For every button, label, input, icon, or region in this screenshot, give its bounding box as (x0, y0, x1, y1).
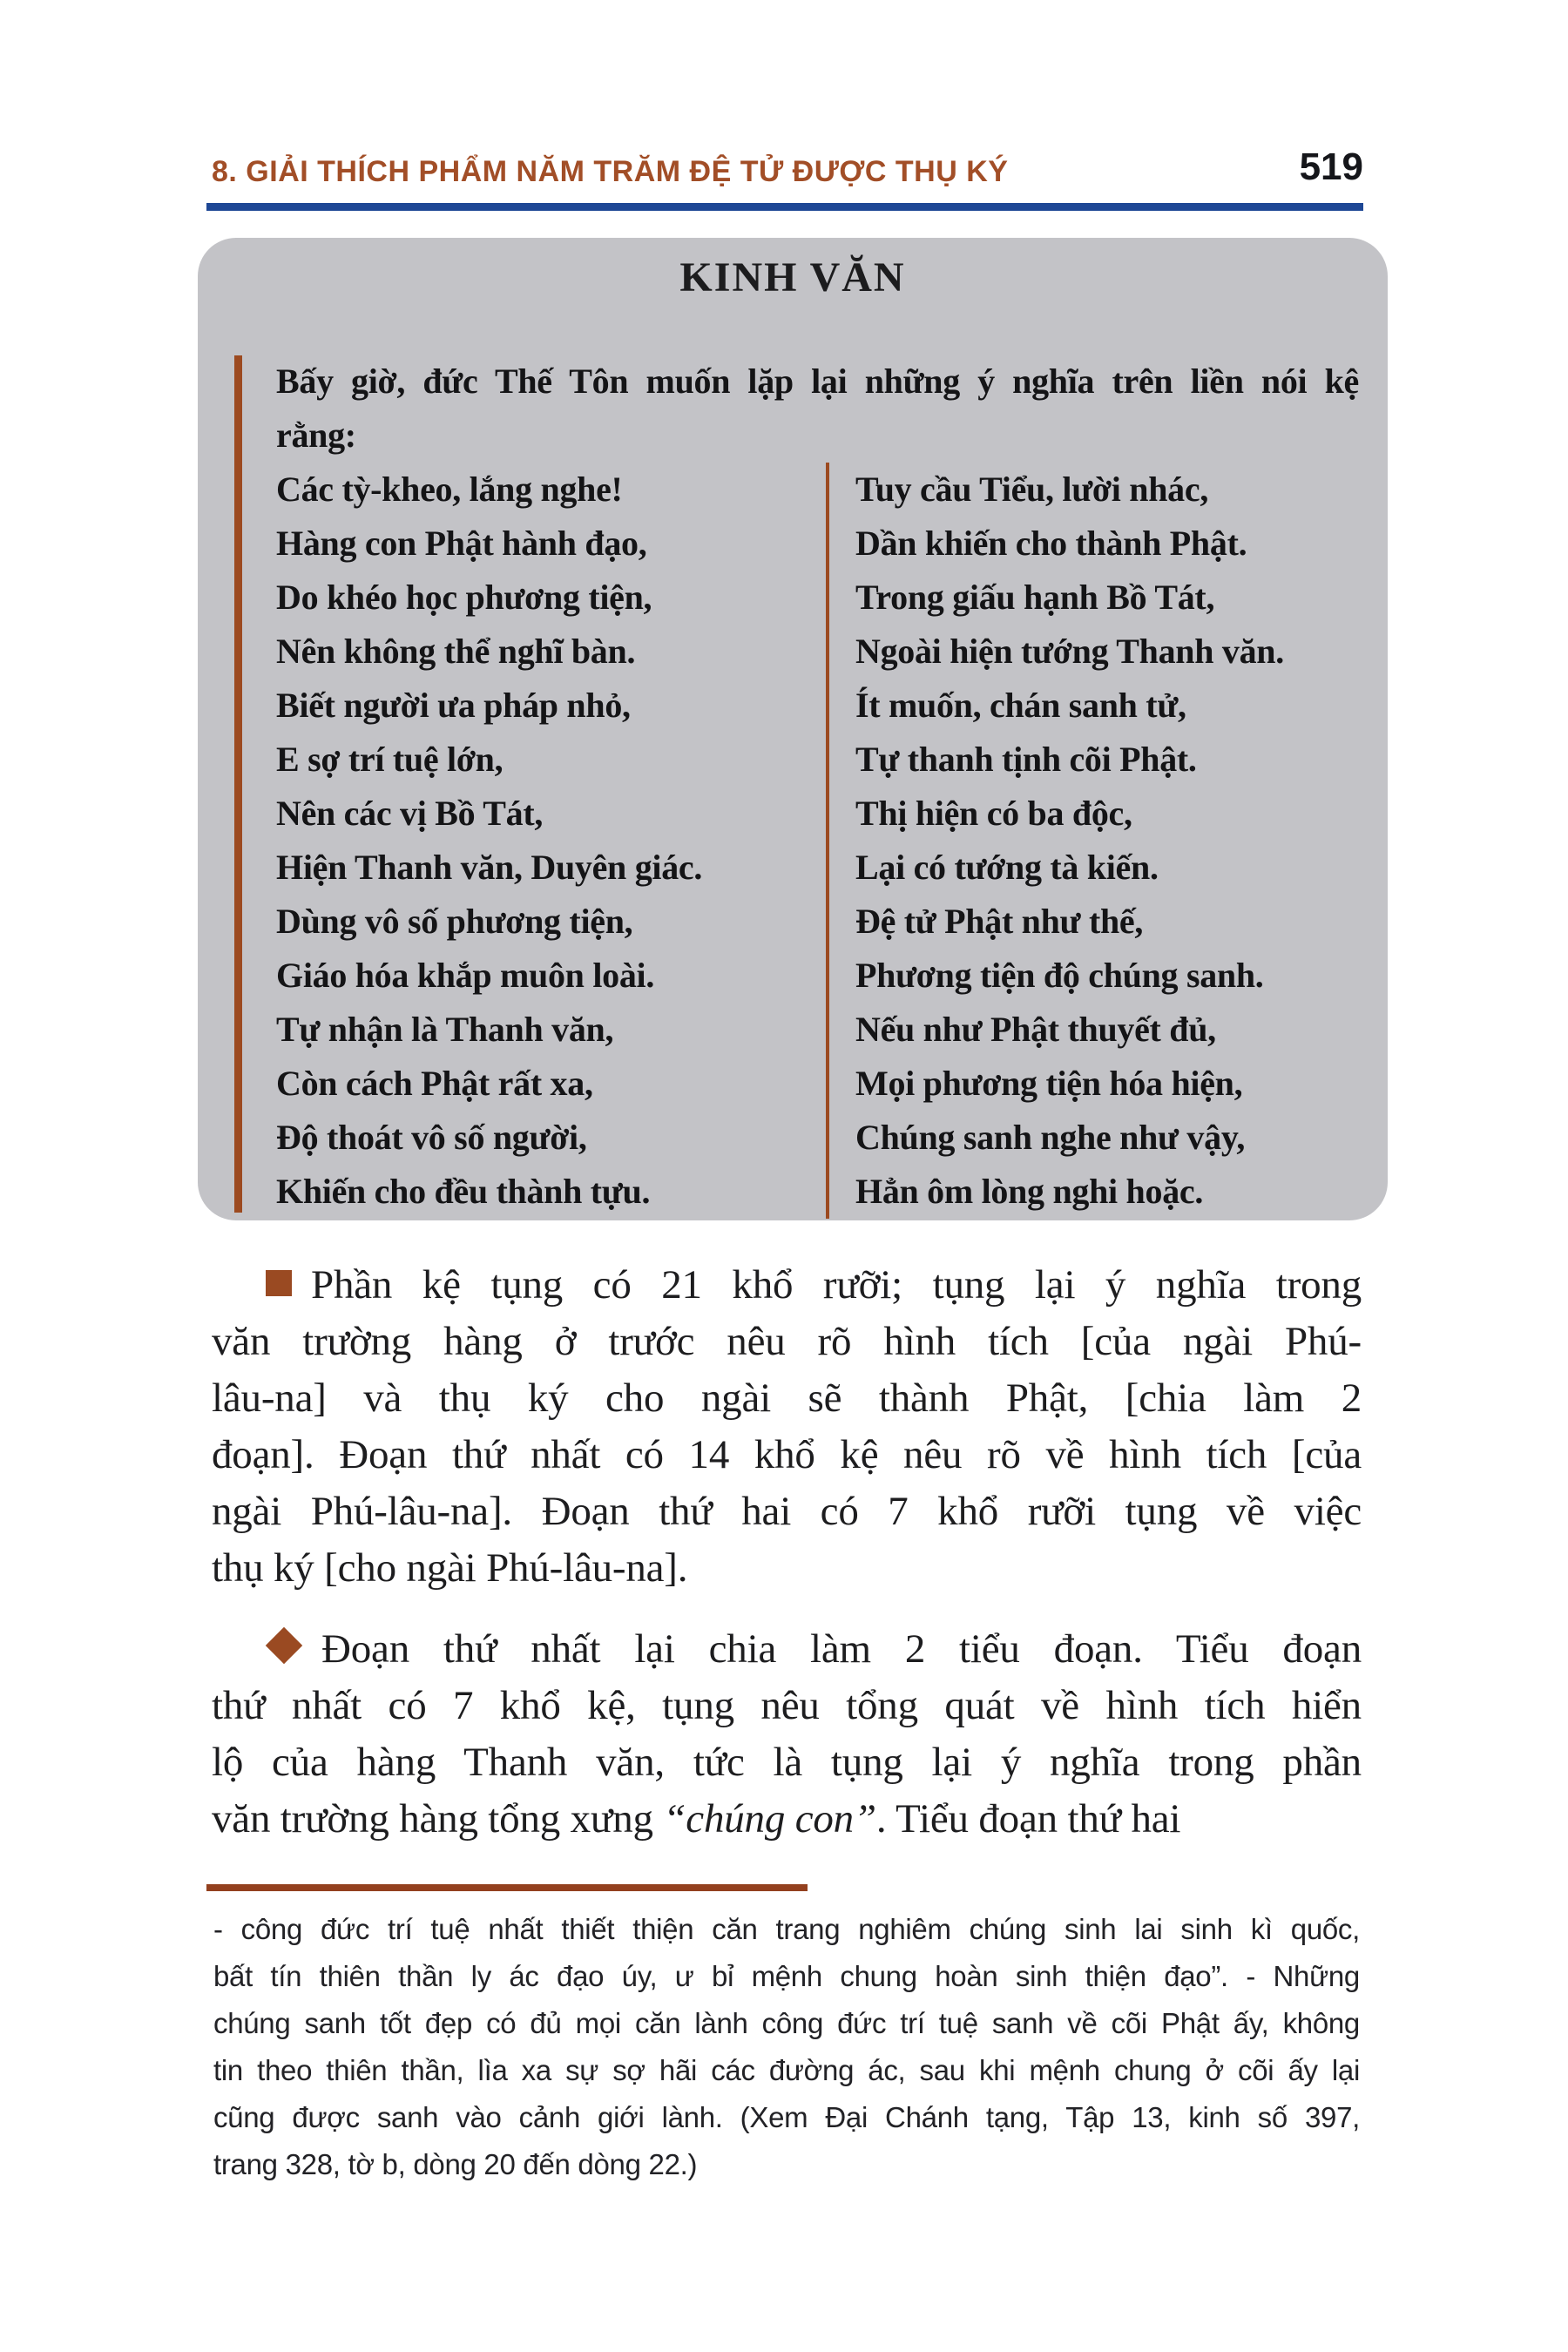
verse-column-left (276, 463, 826, 1219)
verse-line: Chúng sanh nghe như vậy, (855, 1118, 1246, 1157)
verse-line: Đệ tử Phật như thế, (855, 902, 1144, 941)
verse-columns (276, 463, 1359, 1219)
header-rule (206, 203, 1363, 211)
running-head (206, 131, 1363, 186)
verse-line: Phương tiện độ chúng sanh. (855, 956, 1264, 995)
commentary-paragraph-2 (212, 1621, 1362, 1848)
body-line: ngài Phú-lâu-na]. Đoạn thứ hai có 7 khổ rưỡi tụng về việc (212, 1489, 1362, 1534)
footnote-line: bất tín thiên thần ly ác đạo úy, ư bỉ mệnh chung hoàn sinh thiện đạo”. - Những (213, 1960, 1360, 1992)
footnote-line: - công đức trí tuệ nhất thiết thiện căn trang nghiêm chúng sinh lai sinh kì quốc, (213, 1913, 1360, 1945)
verse-line: Lại có tướng tà kiến. (855, 848, 1159, 887)
verse-line: Giáo hóa khắp muôn loài. (276, 956, 655, 995)
footnote (213, 1906, 1360, 2188)
footnote-line: cũng được sanh vào cảnh giới lành. (Xem Đại Chánh tạng, Tập 13, kinh số 397, (213, 2101, 1360, 2133)
body-line-text: văn trường hàng tổng xưng (212, 1796, 664, 1842)
verse-line: Dùng vô số phương tiện, (276, 902, 633, 941)
verse-line: Độ thoát vô số người, (276, 1118, 587, 1157)
body-line: thụ ký [cho ngài Phú-lâu-na]. (212, 1545, 688, 1591)
verse-line: Ngoài hiện tướng Thanh văn. (855, 632, 1284, 671)
footnote-line: chúng sanh tốt đẹp có đủ mọi căn lành công đức trí tuệ sanh về cõi Phật ấy, không (213, 2007, 1360, 2039)
quote-intro-line: rằng: (276, 416, 356, 455)
footnote-line: trang 328, tờ b, dòng 20 đến dòng 22.) (213, 2148, 698, 2180)
commentary-paragraph-1 (212, 1257, 1362, 1597)
scripture-box (198, 238, 1388, 1220)
body-line: thứ nhất có 7 khổ kệ, tụng nêu tổng quát về hình tích hiển (212, 1683, 1362, 1728)
verse-line: Nếu như Phật thuyết đủ, (855, 1010, 1216, 1049)
body-line: đoạn]. Đoạn thứ nhất có 14 khổ kệ nêu rõ về hình tích [của (212, 1432, 1362, 1477)
footnote-rule (206, 1884, 808, 1891)
body-line-text: . Tiểu đoạn thứ hai (875, 1796, 1181, 1842)
page-number: 519 (1299, 145, 1363, 188)
body-line-text: Đoạn thứ nhất lại chia làm 2 tiểu đoạn. Tiểu đoạn (321, 1626, 1362, 1672)
italic-quote-text: “chúng con” (663, 1796, 876, 1842)
body-line: văn trường hàng ở trước nêu rõ hình tích [của ngài Phú- (212, 1319, 1362, 1364)
verse-line: Tự nhận là Thanh văn, (276, 1010, 614, 1049)
verse-line: Ít muốn, chán sanh tử, (855, 686, 1186, 725)
body-line (212, 1791, 1362, 1848)
verse-line: Khiến cho đều thành tựu. (276, 1172, 651, 1211)
verse-line: Các tỳ-kheo, lắng nghe! (276, 470, 623, 509)
scripture-box-title: KINH VĂN (679, 254, 906, 301)
quote-accent-bar (234, 355, 242, 1213)
verse-line: Hàng con Phật hành đạo, (276, 524, 647, 563)
body-line (212, 1621, 1362, 1678)
body-line-text: Phần kệ tụng có 21 khổ rưỡi; tụng lại ý nghĩa trong (311, 1262, 1362, 1308)
verse-line: Còn cách Phật rất xa, (276, 1064, 593, 1103)
verse-line: Nên không thể nghĩ bàn. (276, 632, 636, 671)
diamond-bullet-icon (266, 1627, 302, 1664)
verse-line: Thị hiện có ba độc, (855, 794, 1132, 833)
square-bullet-icon (266, 1270, 292, 1296)
verse-line: Tuy cầu Tiểu, lười nhác, (855, 470, 1209, 509)
chapter-title: 8. GIẢI THÍCH PHẨM NĂM TRĂM ĐỆ TỬ ĐƯỢC THỤ KÝ (212, 155, 1009, 188)
verse-line: Tự thanh tịnh cõi Phật. (855, 740, 1197, 779)
verse-line: Hiện Thanh văn, Duyên giác. (276, 848, 703, 887)
verse-line: Biết người ưa pháp nhỏ, (276, 686, 631, 725)
verse-column-right (829, 463, 1359, 1219)
quote-intro-line: Bấy giờ, đức Thế Tôn muốn lặp lại những ý nghĩa trên liền nói kệ (276, 362, 1359, 401)
verse-line: Do khéo học phương tiện, (276, 578, 652, 617)
verse-line: Trong giấu hạnh Bồ Tát, (855, 578, 1215, 617)
scripture-quote (276, 355, 1359, 1219)
verse-line: Mọi phương tiện hóa hiện, (855, 1064, 1243, 1103)
body-line (212, 1257, 1362, 1314)
footnote-line: tin theo thiên thần, lìa xa sự sợ hãi các đường ác, sau khi mệnh chung ở cõi ấy lại (213, 2054, 1360, 2086)
verse-line: Dần khiến cho thành Phật. (855, 524, 1247, 563)
body-line: lộ của hàng Thanh văn, tức là tụng lại ý nghĩa trong phần (212, 1740, 1362, 1785)
verse-line: Nên các vị Bồ Tát, (276, 794, 544, 833)
verse-line: E sợ trí tuệ lớn, (276, 740, 504, 779)
verse-line: Hẳn ôm lòng nghi hoặc. (855, 1172, 1204, 1211)
body-line: lâu-na] và thụ ký cho ngài sẽ thành Phật, [chia làm 2 (212, 1375, 1362, 1421)
